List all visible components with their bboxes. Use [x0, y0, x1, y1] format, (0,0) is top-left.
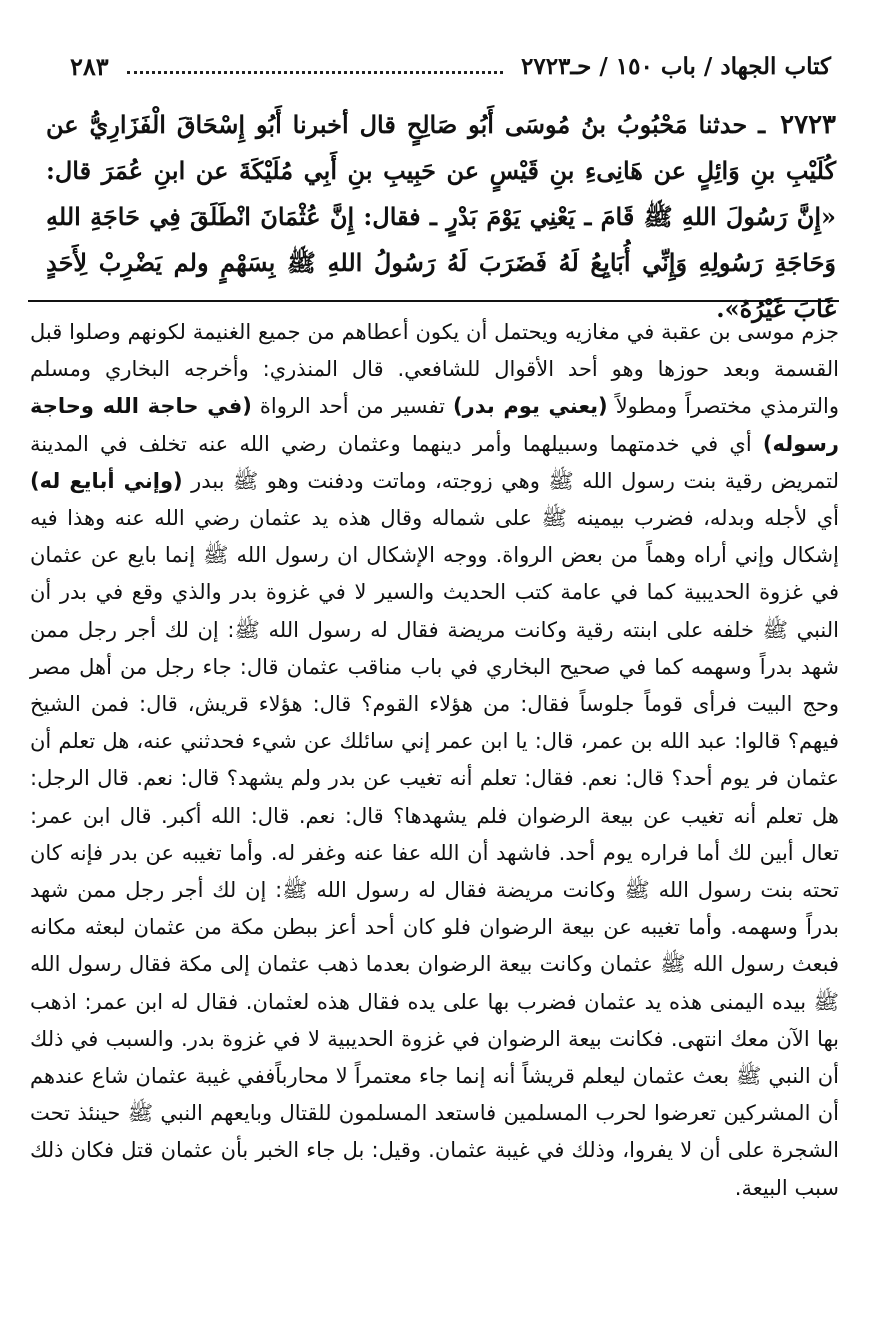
hadith-body: ـ حدثنا مَحْبُوبُ بنُ مُوسَى أَبُو صَالِحٍ قال أخبرنا أَبُو إِسْحَاقَ الْفَزَارِيُّ عن كُلَيْبِ بنِ وَائِلٍ عن هَانِىءِ بنِ قَيْسٍ عن حَبِيبِ بنِ أَبِي مُلَيْكَةَ عن ابنِ عُمَرَ قال: «إِنَّ رَسُولَ اللهِ ﷺ قَامَ ـ يَعْنِي يَوْمَ بَدْرٍ ـ فقال: إِنَّ عُثْمَانَ انْطَلَقَ فِي حَاجَةِ اللهِ وَحَاجَةِ رَسُولِهِ وَإِنِّي أُبَايِعُ لَهُ فَضَرَبَ لَهُ رَسُولُ اللهِ ﷺ بِسَهْمٍ ولم يَضْرِبْ لِأَحَدٍ غَابَ غَيْرُهُ». [46, 110, 836, 323]
commentary-segment: جزم موسى بن عقبة في مغازيه ويحتمل أن يكون أعطاهم من جميع الغنيمة لكونهم وصلوا قبل القسمة وبعد حوزها وهو أحد الأقوال للشافعي. قال المنذري: وأخرجه البخاري ومسلم والترمذي مختصراً ومطولاً [30, 320, 839, 419]
commentary-segment: أي في خدمتهما وسبيلهما وأمر دينهما وعثمان رضي الله عنه تخلف في المدينة لتمريض رقية بنت رسول الله ﷺ وهي زوجته، وماتت ودفنت وهو ﷺ ببدر [30, 431, 839, 493]
header-dotted-leader [127, 71, 503, 74]
page-number: ٢٨٣ [70, 51, 109, 81]
commentary-segment: تفسير من أحد الرواة [259, 394, 445, 419]
section-divider [28, 300, 839, 302]
header-title: كتاب الجهاد / باب ١٥٠ / حـ٢٧٢٣ [521, 52, 831, 80]
commentary-text [30, 314, 839, 1207]
commentary-bold-phrase: (وإني أبايع له) [30, 468, 183, 493]
hadith-number: ٢٧٢٣ [780, 110, 836, 140]
commentary-bold-phrase: (يعني يوم بدر) [453, 394, 608, 419]
hadith-text [46, 102, 836, 332]
commentary-segment: أي لأجله وبدله، فضرب بيمينه ﷺ على شماله وقال هذه يد عثمان رضي الله عنه وهذا فيه إشكال وإني أراه وهماً من بعض الرواة. ووجه الإشكال ان رسول الله ﷺ إنما بايع عن عثمان في غزوة الحديبية كما في عامة كتب الحديث والسير لا في غزوة بدر والذي وقع في بدر أن النبي ﷺ خلفه على ابنته رقية وكانت مريضة فقال له رسول الله ﷺ: إن لك أجر رجل ممن شهد بدراً وسهمه كما في صحيح البخاري في باب مناقب عثمان قال: جاء رجل من أهل مصر وحج البيت فرأى قوماً جلوساً فقال: من هؤلاء القوم؟ قال: هؤلاء قريش، قال: فمن الشيخ فيهم؟ قالوا: عبد الله بن عمر، قال: يا ابن عمر إني سائلك عن شيء فحدثني عنه، هل تعلم أن عثمان فر يوم أحد؟ قال: نعم. فقال: تعلم أنه تغيب عن بدر ولم يشهد؟ قال: نعم. قال الرجل: هل تعلم أنه تغيب عن بيعة الرضوان فلم يشهدها؟ قال: نعم. قال: الله أكبر. قال ابن عمر: تعال أبين لك أما فراره يوم أحد. فاشهد أن الله عفا عنه وغفر له. وأما تغيبه عن بدر فإنه كان تحته بنت رسول الله ﷺ وكانت مريضة فقال له رسول الله ﷺ: إن لك أجر رجل ممن شهد بدراً وسهمه. وأما تغيبه عن بيعة الرضوان فلو كان أحد أعز ببطن مكة من عثمان لبعثه مكانه فبعث رسول الله ﷺ عثمان وكانت بيعة الرضوان بعدما ذهب عثمان إلى مكة فقال رسول الله ﷺ بيده اليمنى هذه يد عثمان فضرب بها على يده فقال هذه لعثمان. فقال له ابن عمر: اذهب بها الآن معك انتهى. فكانت بيعة الرضوان في غزوة الحديبية لا في غزوة بدر. والسبب في ذلك أن النبي ﷺ بعث عثمان ليعلم قريشاً أنه إنما جاء معتمراً لا محارباًففي غيبة عثمان شاع عندهم أن المشركين تعرضوا لحرب المسلمين فاستعد المسلمون للقتال وبايعهم النبي ﷺ حينئذ تحت الشجرة على أن لا يفروا، وذلك في غيبة عثمان. وقيل: بل جاء الخبر بأن عثمان قتل فكان ذلك سبب البيعة. [30, 506, 839, 1200]
running-header [70, 46, 831, 86]
commentary-bold-phrase: (في حاجة الله وحاجة رسوله) [30, 394, 839, 456]
